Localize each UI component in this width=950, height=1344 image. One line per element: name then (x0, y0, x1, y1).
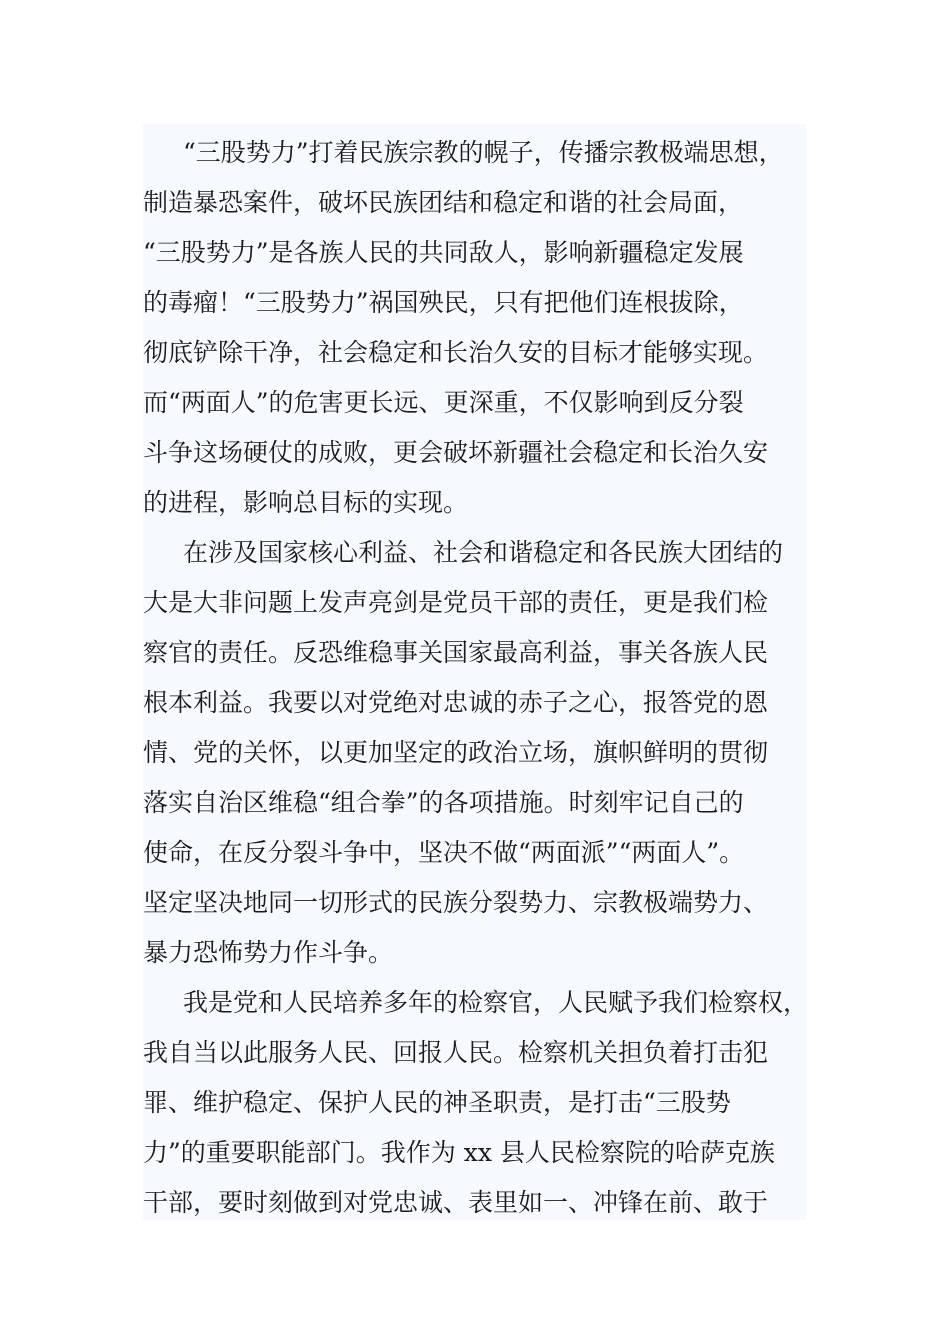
paragraph-2-line-6: 落实自治区维稳“组合拳”的各项措施。时刻牢记自己的 (143, 788, 744, 817)
paragraph-2-line-5: 情、党的关怀，以更加坚定的政治立场，旗帜鲜明的贯彻 (143, 738, 769, 767)
paragraph-2-line-8: 坚定坚决地同一切形式的民族分裂势力、宗教极端势力、 (143, 888, 769, 917)
paragraph-2-line-4: 根本利益。我要以对党绝对忠诚的赤子之心，报答党的恩 (143, 688, 769, 717)
paragraph-2-line-9: 暴力恐怖势力作斗争。 (143, 938, 394, 967)
paragraph-1-line-6: 而“两面人”的危害更长远、更深重，不仅影响到反分裂 (143, 388, 744, 417)
paragraph-3-line-2: 我自当以此服务人民、回报人民。检察机关担负着打击犯 (143, 1038, 769, 1067)
paragraph-3-line-1: 我是党和人民培养多年的检察官，人民赋予我们检察权， (183, 988, 809, 1017)
paragraph-2-line-3: 察官的责任。反恐维稳事关国家最高利益，事关各族人民 (143, 638, 769, 667)
paragraph-3-line-4: 力”的重要职能部门。我作为 xx 县人民检察院的哈萨克族 (143, 1138, 775, 1167)
paragraph-1-line-2: 制造暴恐案件，破坏民族团结和稳定和谐的社会局面， (143, 188, 744, 217)
paragraph-2-line-1: 在涉及国家核心利益、社会和谐稳定和各民族大团结的 (183, 538, 784, 567)
paragraph-3-line-3: 罪、维护稳定、保护人民的神圣职责，是打击“三股势 (143, 1088, 731, 1117)
paragraph-2-line-2: 大是大非问题上发声亮剑是党员干部的责任，更是我们检 (143, 588, 769, 617)
paragraph-2-line-7: 使命，在反分裂斗争中，坚决不做“两面派”“两面人”。 (143, 838, 745, 867)
paragraph-1-line-5: 彻底铲除干净，社会稳定和长治久安的目标才能够实现。 (143, 338, 769, 367)
paragraph-1-line-3: “三股势力”是各族人民的共同敌人，影响新疆稳定发展 (143, 238, 744, 267)
paragraph-1-line-1: “三股势力”打着民族宗教的幌子，传播宗教极端思想， (183, 138, 784, 167)
paragraph-1-line-8: 的进程，影响总目标的实现。 (143, 488, 469, 517)
paragraph-1-line-4: 的毒瘤！“三股势力”祸国殃民，只有把他们连根拔除， (143, 288, 744, 317)
document-body (143, 124, 809, 1220)
paragraph-3-line-5: 干部，要时刻做到对党忠诚、表里如一、冲锋在前、敢于 (143, 1188, 769, 1217)
paragraph-1-line-7: 斗争这场硬仗的成败，更会破坏新疆社会稳定和长治久安 (143, 438, 769, 467)
